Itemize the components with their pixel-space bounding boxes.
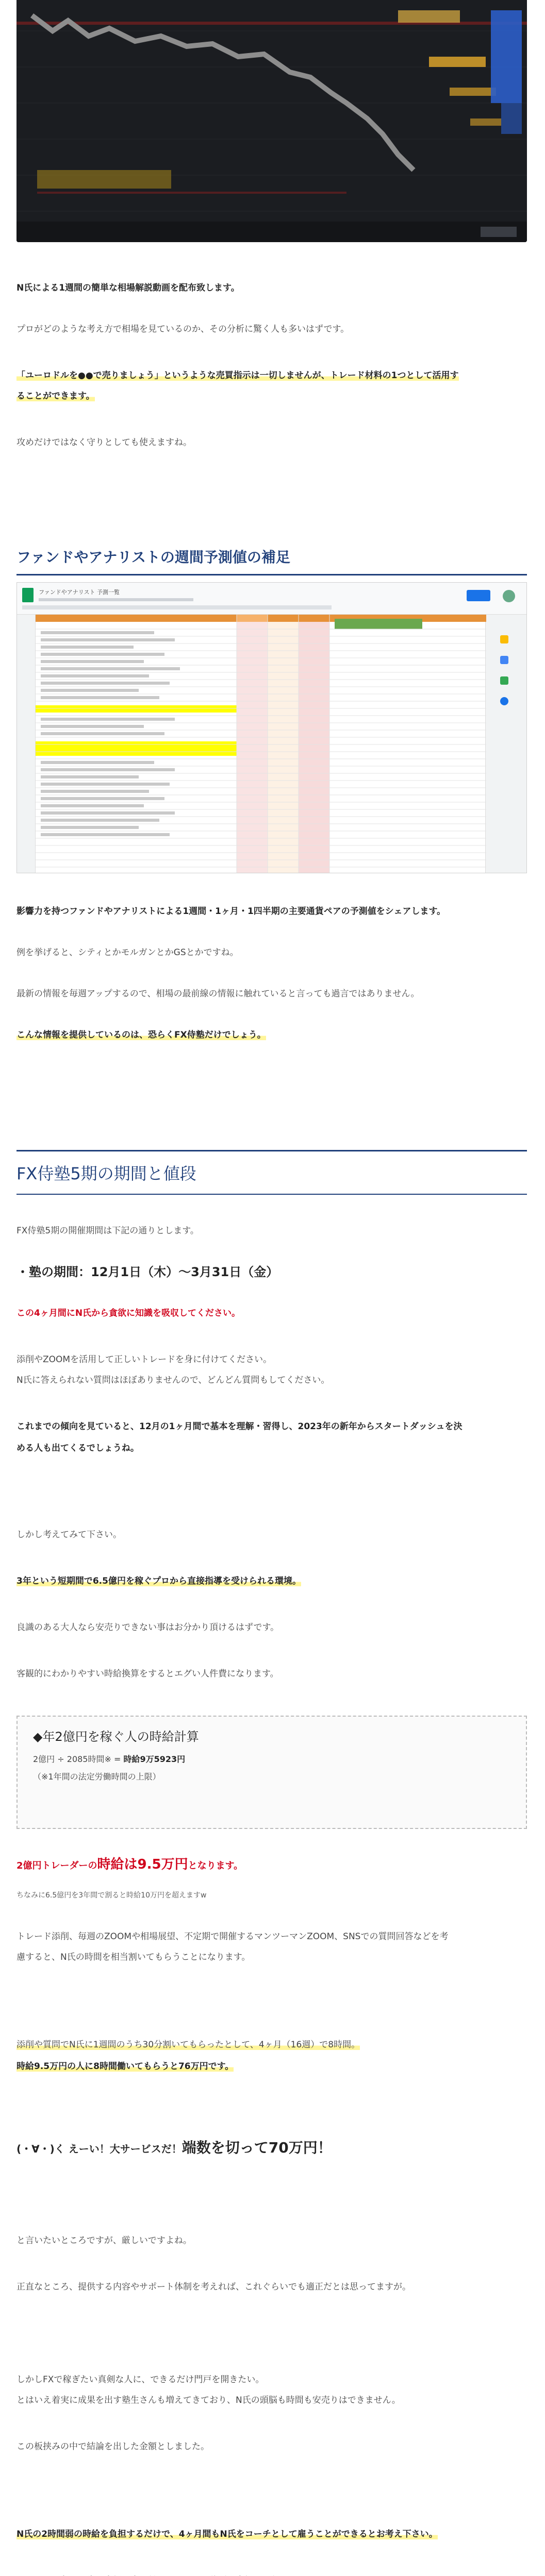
section2-p4b: める人も出てくるでしょうね。 [16,1443,139,1453]
section1-p1: 影響力を持つファンドやアナリストによる1週間・1ヶ月・1四半期の主要通貨ペアの予測値をシェアします。 [16,906,446,917]
section1-p4-text: こんな情報を提供しているのは、恐らくFX侍塾だけでしょう。 [16,1030,266,1040]
course-period: ・塾の期間：12月1日（木）〜3月31日（金） [16,1265,279,1279]
section2-p11-text: 時給9.5万円の人に8時間働いてもらうと76万円です。 [16,2061,234,2072]
section2-small1: ちなみに6.5億円を3年間で割ると時給10万円を超えますw [16,1891,207,1900]
sheet-grid [36,615,486,873]
intro-line3a: 「ユーロドルを●●で売りましょう」というような売買指示は一切しませんが、トレード材料の1つとして活用す [16,370,459,381]
section2-p6-text: 3年という短期間で6.5億円を稼ぐプロから直接指導を受けられる環境。 [16,1576,301,1586]
sheet-title: ファンドやアナリスト 予測一覧 [39,589,120,596]
intro-line3b: ることができます。 [16,391,95,401]
section2-heading: FX侍塾5期の期間と値段 [16,1150,527,1195]
section2-red2 [16,1855,527,1876]
section1-p4 [16,1025,527,1045]
intro-line2: プロがどのような考え方で相場を見ているのか、その分析に驚く人も多いはずです。 [16,324,350,334]
p12-a: (・∀・)く えーい！大サービスだ！ [16,2143,182,2155]
section2-p1: FX侍塾5期の開催期間は下記の通りとします。 [16,1226,199,1236]
section2-p14: 正直なところ、提供する内容やサポート体制を考えれば、これぐらいでも適正だとは思ってますが。 [16,2282,411,2292]
red2-b: 時給は9.5万円 [97,1857,188,1872]
section2-p16: とはいえ着実に成果を出す塾生さんも増えてきており、N氏の頭脳も時間も安売りはできません。 [16,2395,401,2405]
intro-line3-cont [16,386,527,406]
intro-line3 [16,366,527,385]
section2-p5: しかし考えてみて下さい。 [16,1530,122,1540]
section2-p13: と言いたいところですが、厳しいですよね。 [16,2235,192,2246]
hourly-wage-box [16,1716,527,1829]
section2-p6 [16,1571,527,1591]
section2-p9: トレード添削、毎週のZOOMや相場展望、不定期で開催するマンツーマンZOOM、SNSでの質問回答などを考 [16,1931,449,1942]
box-line2: （※1年間の法定労働時間の上限） [33,1772,161,1782]
red2-c: となります。 [188,1860,243,1871]
intro-line4: 攻めだけではなく守りとしても使えますね。 [16,437,192,448]
chart-graphic [16,0,527,242]
section2-p4a: これまでの傾向を見ていると、12月の1ヶ月間で基本を理解・習得し、2023年の新年からスタートダッシュを決 [16,1421,463,1432]
section2-p19 [16,2571,527,2576]
row-numbers [17,615,36,873]
section2-p2: 添削やZOOMを活用して正しいトレードを身に付けてください。 [16,1354,272,1365]
box-line1-a: 2億円 ÷ 2085時間※ = [33,1754,124,1764]
section2-p17: この板挟みの中で結論を出した金額としました。 [16,2442,209,2452]
section2-p11 [16,2057,527,2076]
section2-p10-text: 添削や質問でN氏に1週間のうち30分割いてもらったとして、4ヶ月（16週）で8時間。 [16,2040,360,2050]
section1-p3: 最新の情報を毎週アップするので、相場の最前線の情報に触れていると言っても過言ではありません。 [16,989,420,999]
section2-p12 [16,2138,527,2159]
box-line1-b: 時給9万5923円 [123,1754,186,1764]
section2-p3: N氏に答えられない質問はほぼありませんので、どんどん質問もしてください。 [16,1375,330,1385]
section2-p7: 良識のある大人なら安売りできない事はお分かり頂けるはずです。 [16,1622,279,1633]
box-title: ◆年2億円を稼ぐ人の時給計算 [33,1730,199,1744]
p12-b: 端数を切って70万円！ [181,2139,332,2156]
section1-p2: 例を挙げると、シティとかモルガンとかGSとかですね。 [16,947,239,958]
section2-p9b: 慮すると、N氏の時間を相当割いてもらうことになります。 [16,1952,251,1962]
sheet-toolbar [17,583,526,615]
hero-chart-image [16,0,527,242]
section2-p8: 客観的にわかりやすい時給換算をするとエグい人件費になります。 [16,1669,279,1679]
section2-p15: しかしFXで稼ぎたい真剣な人に、できるだけ門戸を開きたい。 [16,2375,265,2385]
sheet-side-panel [485,615,526,873]
red2-a: 2億円トレーダーの [16,1860,97,1871]
section1-heading: ファンドやアナリストの週間予測値の補足 [16,546,527,575]
spreadsheet-image [16,582,527,873]
share-button[interactable] [467,590,490,601]
section2-p18 [16,2524,527,2544]
sheets-icon [22,588,34,602]
section2-red1: この4ヶ月間にN氏から貪欲に知識を吸収してください。 [16,1308,241,1318]
avatar[interactable] [503,590,515,602]
section2-p18-text: N氏の2時間弱の時給を負担するだけで、4ヶ月間もN氏をコーチとして雇うことができるとお考え下さい。 [16,2529,438,2539]
intro-line1: N氏による1週間の簡単な相場解説動画を配布致します。 [16,283,240,293]
section2-p10 [16,2035,527,2055]
box-line1 [33,1751,510,1768]
